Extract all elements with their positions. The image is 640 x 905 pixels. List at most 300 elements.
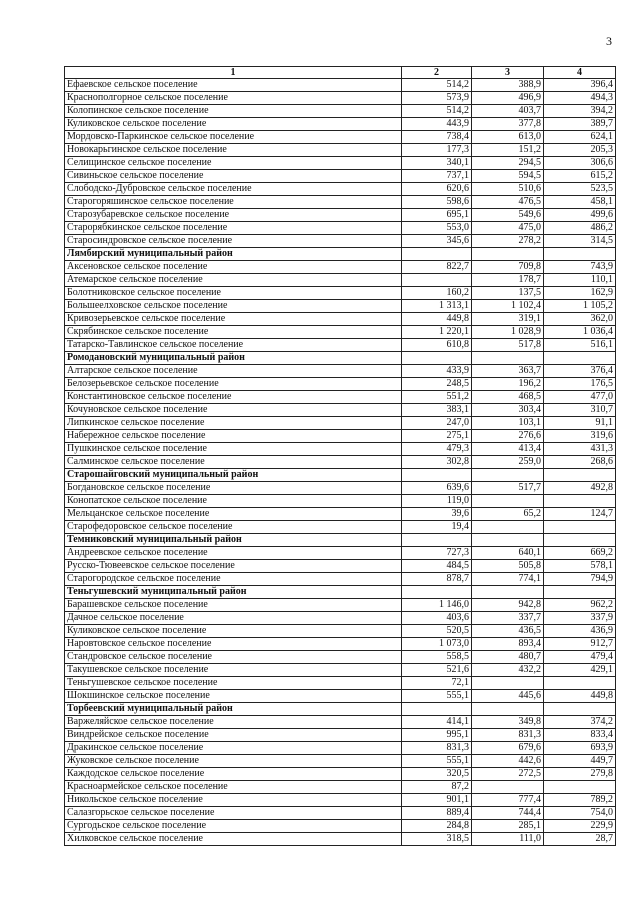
column-4-value	[544, 781, 616, 794]
settlement-name-cell: Варжеляйское сельское поселение	[65, 716, 402, 729]
table-row	[65, 79, 616, 92]
column-3-value: 413,4	[472, 443, 544, 456]
table-row	[65, 677, 616, 690]
column-4-value: 962,2	[544, 599, 616, 612]
column-2-value: 414,1	[402, 716, 472, 729]
column-2-value: 822,7	[402, 261, 472, 274]
column-4-value: 516,1	[544, 339, 616, 352]
settlement-name-cell: Ромодановский муниципальный район	[65, 352, 402, 365]
column-2-value: 598,6	[402, 196, 472, 209]
column-2-value: 177,3	[402, 144, 472, 157]
column-2-value: 433,9	[402, 365, 472, 378]
table-row	[65, 118, 616, 131]
table-row	[65, 625, 616, 638]
table-row	[65, 196, 616, 209]
column-2-value: 340,1	[402, 157, 472, 170]
settlement-name-cell: Такушевское сельское поселение	[65, 664, 402, 677]
column-4-value	[544, 248, 616, 261]
column-2-value: 737,1	[402, 170, 472, 183]
settlement-name-cell: Русско-Тювеевское сельское поселение	[65, 560, 402, 573]
column-3-value	[472, 469, 544, 482]
column-4-value	[544, 586, 616, 599]
district-row	[65, 534, 616, 547]
column-2-value: 620,6	[402, 183, 472, 196]
table-row	[65, 391, 616, 404]
column-4-value	[544, 521, 616, 534]
settlement-name-cell: Богдановское сельское поселение	[65, 482, 402, 495]
settlement-name-cell: Жуковское сельское поселение	[65, 755, 402, 768]
column-header-4: 4	[544, 67, 616, 79]
settlement-name-cell: Скрябинское сельское поселение	[65, 326, 402, 339]
column-4-value: 499,6	[544, 209, 616, 222]
column-4-value: 431,3	[544, 443, 616, 456]
column-2-value: 901,1	[402, 794, 472, 807]
table-row	[65, 820, 616, 833]
settlement-name-cell: Мельцанское сельское поселение	[65, 508, 402, 521]
settlement-name-cell: Конопатское сельское поселение	[65, 495, 402, 508]
column-2-value: 553,0	[402, 222, 472, 235]
district-row	[65, 469, 616, 482]
settlement-name-cell: Никольское сельское поселение	[65, 794, 402, 807]
column-2-value	[402, 352, 472, 365]
column-3-value: 777,4	[472, 794, 544, 807]
column-3-value: 679,6	[472, 742, 544, 755]
column-4-value: 319,6	[544, 430, 616, 443]
column-4-value: 449,8	[544, 690, 616, 703]
settlement-name-cell: Старофедоровское сельское поселение	[65, 521, 402, 534]
column-2-value	[402, 469, 472, 482]
settlement-name-cell: Старогоряшинское сельское поселение	[65, 196, 402, 209]
column-4-value: 669,2	[544, 547, 616, 560]
settlement-name-cell: Сивиньское сельское поселение	[65, 170, 402, 183]
column-2-value	[402, 274, 472, 287]
settlement-name-cell: Липкинское сельское поселение	[65, 417, 402, 430]
column-2-value: 1 073,0	[402, 638, 472, 651]
column-3-value: 137,5	[472, 287, 544, 300]
column-3-value: 744,4	[472, 807, 544, 820]
column-2-value: 119,0	[402, 495, 472, 508]
column-3-value: 272,5	[472, 768, 544, 781]
column-2-value: 443,9	[402, 118, 472, 131]
column-2-value: 248,5	[402, 378, 472, 391]
settlement-name-cell: Кривозерьевское сельское поселение	[65, 313, 402, 326]
column-3-value: 403,7	[472, 105, 544, 118]
table-row	[65, 274, 616, 287]
settlement-name-cell: Константиновское сельское поселение	[65, 391, 402, 404]
settlement-name-cell: Алтарское сельское поселение	[65, 365, 402, 378]
column-3-value: 496,9	[472, 92, 544, 105]
settlement-name-cell: Белозерьевское сельское поселение	[65, 378, 402, 391]
district-row	[65, 586, 616, 599]
column-2-value: 610,8	[402, 339, 472, 352]
settlement-name-cell: Барашевское сельское поселение	[65, 599, 402, 612]
table-row	[65, 313, 616, 326]
column-2-value: 521,6	[402, 664, 472, 677]
column-4-value: 389,7	[544, 118, 616, 131]
column-3-value: 278,2	[472, 235, 544, 248]
column-4-value: 306,6	[544, 157, 616, 170]
column-3-value: 303,4	[472, 404, 544, 417]
settlement-name-cell: Красноармейское сельское поселение	[65, 781, 402, 794]
column-4-value: 794,9	[544, 573, 616, 586]
column-4-value: 205,3	[544, 144, 616, 157]
column-3-value	[472, 586, 544, 599]
column-4-value: 176,5	[544, 378, 616, 391]
table-row	[65, 768, 616, 781]
column-4-value: 494,3	[544, 92, 616, 105]
settlement-name-cell: Набережное сельское поселение	[65, 430, 402, 443]
settlement-name-cell: Андреевское сельское поселение	[65, 547, 402, 560]
table-row	[65, 170, 616, 183]
column-2-value: 275,1	[402, 430, 472, 443]
column-2-value	[402, 703, 472, 716]
column-3-value: 363,7	[472, 365, 544, 378]
column-2-value: 520,5	[402, 625, 472, 638]
table-row	[65, 157, 616, 170]
settlement-name-cell: Старозубаревское сельское поселение	[65, 209, 402, 222]
settlement-name-cell: Темниковский муниципальный район	[65, 534, 402, 547]
table-row	[65, 495, 616, 508]
column-4-value	[544, 534, 616, 547]
column-2-value: 1 220,1	[402, 326, 472, 339]
column-4-value: 458,1	[544, 196, 616, 209]
settlement-name-cell: Стандровское сельское поселение	[65, 651, 402, 664]
header-row	[65, 67, 616, 79]
settlement-name-cell: Колопинское сельское поселение	[65, 105, 402, 118]
column-3-value: 103,1	[472, 417, 544, 430]
table-row	[65, 651, 616, 664]
table-row	[65, 664, 616, 677]
column-4-value: 912,7	[544, 638, 616, 651]
column-3-value	[472, 781, 544, 794]
district-row	[65, 248, 616, 261]
column-4-value: 492,8	[544, 482, 616, 495]
column-2-value: 639,6	[402, 482, 472, 495]
column-3-value: 476,5	[472, 196, 544, 209]
column-3-value	[472, 495, 544, 508]
column-4-value	[544, 469, 616, 482]
column-2-value: 555,1	[402, 755, 472, 768]
column-3-value: 505,8	[472, 560, 544, 573]
column-4-value: 268,6	[544, 456, 616, 469]
column-4-value: 578,1	[544, 560, 616, 573]
table-row	[65, 300, 616, 313]
settlement-name-cell: Большеелховское сельское поселение	[65, 300, 402, 313]
column-4-value: 394,2	[544, 105, 616, 118]
settlement-name-cell: Теньгушевское сельское поселение	[65, 677, 402, 690]
settlement-name-cell: Наровтовское сельское поселение	[65, 638, 402, 651]
column-3-value: 893,4	[472, 638, 544, 651]
column-4-value: 833,4	[544, 729, 616, 742]
table-row	[65, 209, 616, 222]
column-2-value: 383,1	[402, 404, 472, 417]
table-row	[65, 729, 616, 742]
column-3-value: 349,8	[472, 716, 544, 729]
settlement-name-cell: Старосиндровское сельское поселение	[65, 235, 402, 248]
column-3-value: 942,8	[472, 599, 544, 612]
column-2-value: 738,4	[402, 131, 472, 144]
column-4-value: 523,5	[544, 183, 616, 196]
column-4-value: 486,2	[544, 222, 616, 235]
table-row	[65, 794, 616, 807]
column-4-value: 754,0	[544, 807, 616, 820]
column-2-value: 39,6	[402, 508, 472, 521]
column-3-value: 517,8	[472, 339, 544, 352]
column-2-value: 558,5	[402, 651, 472, 664]
column-2-value: 695,1	[402, 209, 472, 222]
column-2-value: 403,6	[402, 612, 472, 625]
column-3-value	[472, 521, 544, 534]
settlement-name-cell: Аксеновское сельское поселение	[65, 261, 402, 274]
table-row	[65, 378, 616, 391]
column-4-value: 1 036,4	[544, 326, 616, 339]
column-2-value: 573,9	[402, 92, 472, 105]
settlement-name-cell: Куликовское сельское поселение	[65, 118, 402, 131]
settlement-name-cell: Ефаевское сельское поселение	[65, 79, 402, 92]
column-3-value: 294,5	[472, 157, 544, 170]
table-row	[65, 222, 616, 235]
table-row	[65, 183, 616, 196]
settlement-name-cell: Пушкинское сельское поселение	[65, 443, 402, 456]
settlement-name-cell: Куликовское сельское поселение	[65, 625, 402, 638]
table-row	[65, 807, 616, 820]
column-header-1: 1	[65, 67, 402, 79]
column-3-value	[472, 703, 544, 716]
column-4-value	[544, 703, 616, 716]
column-4-value: 310,7	[544, 404, 616, 417]
column-2-value: 551,2	[402, 391, 472, 404]
column-3-value: 432,2	[472, 664, 544, 677]
settlement-name-cell: Торбеевский муниципальный район	[65, 703, 402, 716]
table-row	[65, 599, 616, 612]
column-3-value: 475,0	[472, 222, 544, 235]
column-3-value: 1 028,9	[472, 326, 544, 339]
settlement-name-cell: Теньгушевский муниципальный район	[65, 586, 402, 599]
table-row	[65, 131, 616, 144]
column-4-value: 429,1	[544, 664, 616, 677]
column-4-value: 162,9	[544, 287, 616, 300]
settlement-name-cell: Старорябкинское сельское поселение	[65, 222, 402, 235]
column-3-value: 285,1	[472, 820, 544, 833]
settlement-name-cell: Виндрейское сельское поселение	[65, 729, 402, 742]
column-3-value: 549,6	[472, 209, 544, 222]
column-2-value: 484,5	[402, 560, 472, 573]
settlement-name-cell: Атемарское сельское поселение	[65, 274, 402, 287]
table-row	[65, 755, 616, 768]
column-2-value: 727,3	[402, 547, 472, 560]
table-body	[65, 79, 616, 846]
column-3-value	[472, 352, 544, 365]
settlement-name-cell: Кочуновское сельское поселение	[65, 404, 402, 417]
table-row	[65, 105, 616, 118]
column-2-value: 889,4	[402, 807, 472, 820]
column-2-value: 1 146,0	[402, 599, 472, 612]
table-row	[65, 482, 616, 495]
column-2-value: 19,4	[402, 521, 472, 534]
column-3-value: 388,9	[472, 79, 544, 92]
column-3-value: 65,2	[472, 508, 544, 521]
settlement-name-cell: Салминское сельское поселение	[65, 456, 402, 469]
column-4-value: 124,7	[544, 508, 616, 521]
table-row	[65, 560, 616, 573]
settlement-name-cell: Сургодьское сельское поселение	[65, 820, 402, 833]
column-2-value: 514,2	[402, 79, 472, 92]
column-3-value: 1 102,4	[472, 300, 544, 313]
column-3-value: 468,5	[472, 391, 544, 404]
settlement-name-cell: Старошайговский муниципальный район	[65, 469, 402, 482]
table-row	[65, 326, 616, 339]
table-row	[65, 339, 616, 352]
column-2-value: 995,1	[402, 729, 472, 742]
settlement-name-cell: Каждодское сельское поселение	[65, 768, 402, 781]
column-header-3: 3	[472, 67, 544, 79]
table-row	[65, 443, 616, 456]
table-row	[65, 417, 616, 430]
page-number: 3	[606, 34, 612, 48]
settlement-name-cell: Селищинское сельское поселение	[65, 157, 402, 170]
settlement-name-cell: Салазгорьское сельское поселение	[65, 807, 402, 820]
table-row	[65, 833, 616, 846]
column-2-value: 284,8	[402, 820, 472, 833]
column-4-value: 624,1	[544, 131, 616, 144]
table-row	[65, 742, 616, 755]
column-4-value: 396,4	[544, 79, 616, 92]
settlement-name-cell: Шокшинское сельское поселение	[65, 690, 402, 703]
column-2-value: 479,3	[402, 443, 472, 456]
column-3-value: 640,1	[472, 547, 544, 560]
settlement-name-cell: Болотниковское сельское поселение	[65, 287, 402, 300]
table-row	[65, 92, 616, 105]
budget-table	[64, 66, 616, 846]
column-3-value: 111,0	[472, 833, 544, 846]
table-row	[65, 547, 616, 560]
column-2-value: 555,1	[402, 690, 472, 703]
table-row	[65, 235, 616, 248]
column-4-value: 362,0	[544, 313, 616, 326]
column-2-value: 831,3	[402, 742, 472, 755]
column-3-value	[472, 248, 544, 261]
column-4-value	[544, 352, 616, 365]
settlement-name-cell: Дракинское сельское поселение	[65, 742, 402, 755]
column-4-value: 479,4	[544, 651, 616, 664]
column-3-value	[472, 677, 544, 690]
table-row	[65, 508, 616, 521]
settlement-name-cell: Новокарьгинское сельское поселение	[65, 144, 402, 157]
column-4-value: 477,0	[544, 391, 616, 404]
column-4-value: 279,8	[544, 768, 616, 781]
column-2-value: 320,5	[402, 768, 472, 781]
settlement-name-cell: Дачное сельское поселение	[65, 612, 402, 625]
table-row	[65, 287, 616, 300]
column-header-2: 2	[402, 67, 472, 79]
column-2-value: 72,1	[402, 677, 472, 690]
table-row	[65, 521, 616, 534]
column-3-value: 151,2	[472, 144, 544, 157]
column-4-value	[544, 495, 616, 508]
column-2-value: 247,0	[402, 417, 472, 430]
settlement-name-cell: Татарско-Тавлинское сельское поселение	[65, 339, 402, 352]
column-2-value: 345,6	[402, 235, 472, 248]
table-row	[65, 716, 616, 729]
column-2-value: 302,8	[402, 456, 472, 469]
column-2-value	[402, 586, 472, 599]
column-3-value: 594,5	[472, 170, 544, 183]
column-4-value: 337,9	[544, 612, 616, 625]
settlement-name-cell: Лямбирский муниципальный район	[65, 248, 402, 261]
column-4-value: 374,2	[544, 716, 616, 729]
column-3-value: 510,6	[472, 183, 544, 196]
table-row	[65, 781, 616, 794]
column-2-value: 878,7	[402, 573, 472, 586]
column-3-value: 337,7	[472, 612, 544, 625]
column-4-value: 743,9	[544, 261, 616, 274]
column-3-value: 377,8	[472, 118, 544, 131]
column-3-value: 480,7	[472, 651, 544, 664]
column-3-value: 442,6	[472, 755, 544, 768]
column-3-value: 445,6	[472, 690, 544, 703]
table-row	[65, 365, 616, 378]
column-3-value: 178,7	[472, 274, 544, 287]
column-2-value	[402, 248, 472, 261]
column-3-value: 774,1	[472, 573, 544, 586]
settlement-name-cell: Слободско-Дубровское сельское поселение	[65, 183, 402, 196]
column-4-value: 91,1	[544, 417, 616, 430]
settlement-name-cell: Хилковское сельское поселение	[65, 833, 402, 846]
table-row	[65, 638, 616, 651]
column-3-value: 517,7	[472, 482, 544, 495]
district-row	[65, 703, 616, 716]
column-4-value: 693,9	[544, 742, 616, 755]
column-4-value: 28,7	[544, 833, 616, 846]
table-row	[65, 144, 616, 157]
column-3-value: 276,6	[472, 430, 544, 443]
column-4-value: 436,9	[544, 625, 616, 638]
column-4-value: 615,2	[544, 170, 616, 183]
settlement-name-cell: Мордовско-Паркинское сельское поселение	[65, 131, 402, 144]
settlement-name-cell: Краснополгорное сельское поселение	[65, 92, 402, 105]
table-row	[65, 261, 616, 274]
column-2-value: 1 313,1	[402, 300, 472, 313]
column-4-value: 229,9	[544, 820, 616, 833]
column-3-value: 709,8	[472, 261, 544, 274]
column-3-value: 196,2	[472, 378, 544, 391]
column-4-value: 789,2	[544, 794, 616, 807]
column-4-value: 449,7	[544, 755, 616, 768]
column-3-value: 831,3	[472, 729, 544, 742]
settlement-name-cell: Старогородское сельское поселение	[65, 573, 402, 586]
column-4-value	[544, 677, 616, 690]
column-4-value: 376,4	[544, 365, 616, 378]
table-row	[65, 404, 616, 417]
column-3-value: 436,5	[472, 625, 544, 638]
table-row	[65, 456, 616, 469]
table-row	[65, 430, 616, 443]
table-row	[65, 690, 616, 703]
column-2-value: 449,8	[402, 313, 472, 326]
column-4-value: 314,5	[544, 235, 616, 248]
column-2-value	[402, 534, 472, 547]
table-header	[65, 67, 616, 79]
column-3-value: 319,1	[472, 313, 544, 326]
column-3-value	[472, 534, 544, 547]
column-4-value: 110,1	[544, 274, 616, 287]
column-2-value: 160,2	[402, 287, 472, 300]
district-row	[65, 352, 616, 365]
table-row	[65, 573, 616, 586]
column-3-value: 259,0	[472, 456, 544, 469]
column-4-value: 1 105,2	[544, 300, 616, 313]
column-2-value: 318,5	[402, 833, 472, 846]
